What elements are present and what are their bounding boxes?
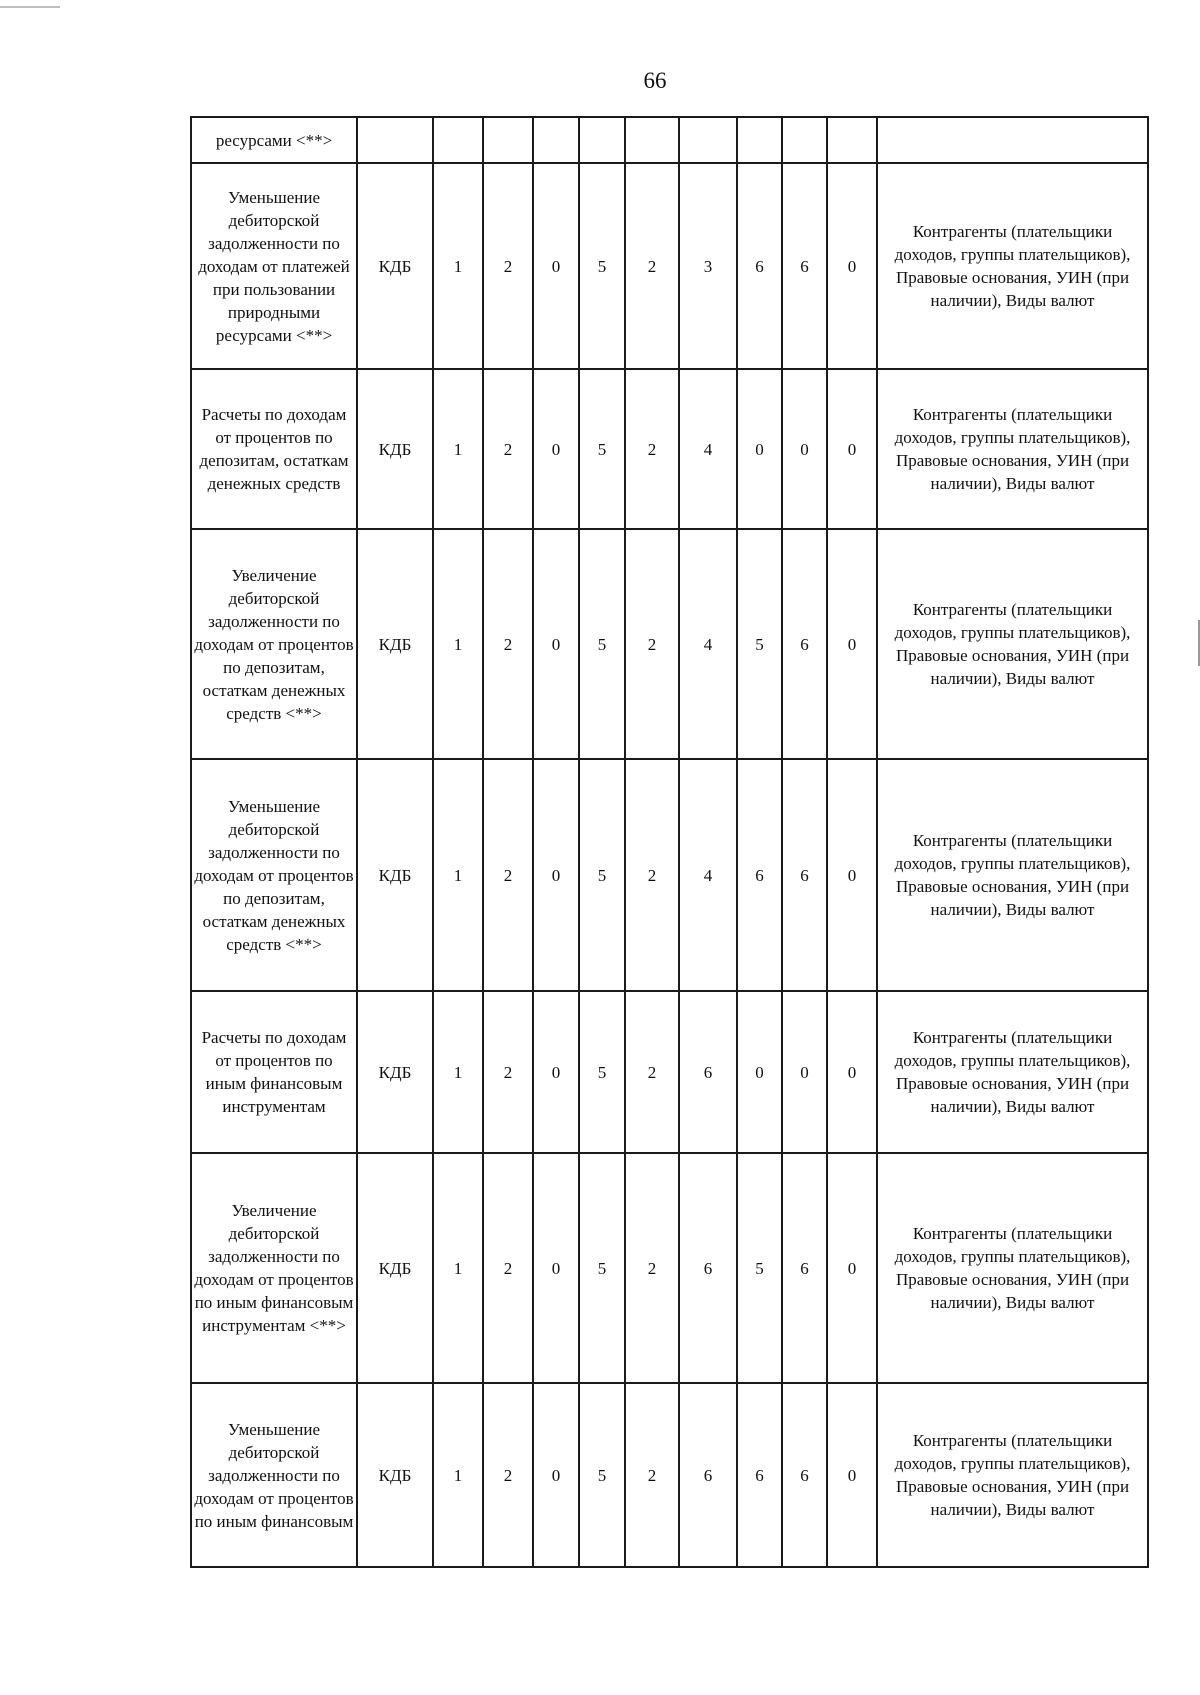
digit-cell: 6 bbox=[679, 1153, 737, 1383]
row-name-cell: Увеличение дебиторской задолженности по доходам от процентов по иным финансовым инструментам <**> bbox=[191, 1153, 357, 1383]
digit-cell bbox=[782, 117, 827, 163]
digit-cell: 1 bbox=[433, 1383, 483, 1567]
digit-cell: 0 bbox=[827, 991, 877, 1153]
digit-cell bbox=[827, 117, 877, 163]
digit-cell: 2 bbox=[625, 759, 679, 991]
digit-cell: 5 bbox=[579, 991, 625, 1153]
analytics-cell: Контрагенты (плательщики доходов, группы плательщиков), Правовые основания, УИН (при наличии), Виды валют bbox=[877, 163, 1148, 369]
digit-cell bbox=[533, 117, 579, 163]
digit-cell: 6 bbox=[679, 1383, 737, 1567]
digit-cell: 4 bbox=[679, 759, 737, 991]
digit-cell: 2 bbox=[483, 529, 533, 759]
digit-cell: 2 bbox=[625, 991, 679, 1153]
digit-cell: 4 bbox=[679, 369, 737, 529]
table-row bbox=[191, 529, 1148, 759]
analytics-cell: Контрагенты (плательщики доходов, группы плательщиков), Правовые основания, УИН (при наличии), Виды валют bbox=[877, 991, 1148, 1153]
digit-cell: 5 bbox=[579, 1383, 625, 1567]
digit-cell: 6 bbox=[782, 1153, 827, 1383]
digit-cell: 0 bbox=[827, 1153, 877, 1383]
page-number: 66 bbox=[643, 68, 667, 93]
digit-cell: 0 bbox=[533, 1153, 579, 1383]
table-row bbox=[191, 117, 1148, 163]
table-row bbox=[191, 163, 1148, 369]
digit-cell: 0 bbox=[827, 529, 877, 759]
digit-cell: 6 bbox=[782, 1383, 827, 1567]
code-cell: КДБ bbox=[357, 759, 433, 991]
digit-cell: 1 bbox=[433, 529, 483, 759]
code-cell: КДБ bbox=[357, 529, 433, 759]
digit-cell: 0 bbox=[533, 991, 579, 1153]
row-name-cell: ресурсами <**> bbox=[191, 117, 357, 163]
digit-cell bbox=[737, 117, 782, 163]
digit-cell: 2 bbox=[625, 1383, 679, 1567]
digit-cell: 4 bbox=[679, 529, 737, 759]
digit-cell: 6 bbox=[782, 529, 827, 759]
digit-cell: 6 bbox=[782, 163, 827, 369]
scan-edge-mark bbox=[0, 6, 60, 8]
digit-cell: 5 bbox=[737, 529, 782, 759]
digit-cell: 2 bbox=[483, 369, 533, 529]
digit-cell: 0 bbox=[827, 759, 877, 991]
accounts-table bbox=[190, 116, 1149, 1568]
digit-cell: 1 bbox=[433, 369, 483, 529]
digit-cell: 0 bbox=[737, 991, 782, 1153]
row-name-cell: Уменьшение дебиторской задолженности по доходам от процентов по иным финансовым bbox=[191, 1383, 357, 1567]
code-cell bbox=[357, 117, 433, 163]
analytics-cell bbox=[877, 117, 1148, 163]
digit-cell: 5 bbox=[579, 163, 625, 369]
digit-cell: 0 bbox=[533, 163, 579, 369]
digit-cell: 5 bbox=[579, 1153, 625, 1383]
digit-cell: 5 bbox=[579, 759, 625, 991]
code-cell: КДБ bbox=[357, 1383, 433, 1567]
digit-cell: 1 bbox=[433, 991, 483, 1153]
code-cell: КДБ bbox=[357, 991, 433, 1153]
digit-cell: 2 bbox=[625, 1153, 679, 1383]
analytics-cell: Контрагенты (плательщики доходов, группы плательщиков), Правовые основания, УИН (при наличии), Виды валют bbox=[877, 759, 1148, 991]
digit-cell: 3 bbox=[679, 163, 737, 369]
digit-cell: 2 bbox=[625, 529, 679, 759]
table-row bbox=[191, 1383, 1148, 1567]
code-cell: КДБ bbox=[357, 163, 433, 369]
digit-cell: 2 bbox=[483, 163, 533, 369]
digit-cell: 5 bbox=[737, 1153, 782, 1383]
digit-cell: 1 bbox=[433, 1153, 483, 1383]
digit-cell: 6 bbox=[737, 163, 782, 369]
row-name-cell: Уменьшение дебиторской задолженности по доходам от платежей при пользовании природными ресурсами <**> bbox=[191, 163, 357, 369]
table-row bbox=[191, 369, 1148, 529]
digit-cell: 2 bbox=[483, 1383, 533, 1567]
analytics-cell: Контрагенты (плательщики доходов, группы плательщиков), Правовые основания, УИН (при наличии), Виды валют bbox=[877, 1153, 1148, 1383]
digit-cell bbox=[433, 117, 483, 163]
digit-cell: 2 bbox=[483, 1153, 533, 1383]
digit-cell: 0 bbox=[827, 163, 877, 369]
digit-cell: 6 bbox=[737, 1383, 782, 1567]
analytics-cell: Контрагенты (плательщики доходов, группы плательщиков), Правовые основания, УИН (при наличии), Виды валют bbox=[877, 529, 1148, 759]
digit-cell: 0 bbox=[827, 1383, 877, 1567]
analytics-cell: Контрагенты (плательщики доходов, группы плательщиков), Правовые основания, УИН (при наличии), Виды валют bbox=[877, 369, 1148, 529]
digit-cell: 1 bbox=[433, 163, 483, 369]
table-row bbox=[191, 991, 1148, 1153]
digit-cell: 2 bbox=[483, 991, 533, 1153]
digit-cell: 0 bbox=[782, 369, 827, 529]
digit-cell: 0 bbox=[533, 529, 579, 759]
row-name-cell: Уменьшение дебиторской задолженности по доходам от процентов по депозитам, остаткам денежных средств <**> bbox=[191, 759, 357, 991]
digit-cell: 0 bbox=[737, 369, 782, 529]
row-name-cell: Расчеты по доходам от процентов по депозитам, остаткам денежных средств bbox=[191, 369, 357, 529]
analytics-cell: Контрагенты (плательщики доходов, группы плательщиков), Правовые основания, УИН (при наличии), Виды валют bbox=[877, 1383, 1148, 1567]
row-name-cell: Увеличение дебиторской задолженности по доходам от процентов по депозитам, остаткам денежных средств <**> bbox=[191, 529, 357, 759]
digit-cell: 2 bbox=[625, 369, 679, 529]
code-cell: КДБ bbox=[357, 1153, 433, 1383]
digit-cell: 0 bbox=[827, 369, 877, 529]
digit-cell: 6 bbox=[782, 759, 827, 991]
digit-cell: 0 bbox=[533, 759, 579, 991]
digit-cell: 6 bbox=[737, 759, 782, 991]
code-cell: КДБ bbox=[357, 369, 433, 529]
digit-cell: 0 bbox=[533, 1383, 579, 1567]
digit-cell bbox=[483, 117, 533, 163]
digit-cell: 1 bbox=[433, 759, 483, 991]
digit-cell: 2 bbox=[625, 163, 679, 369]
digit-cell: 5 bbox=[579, 529, 625, 759]
row-name-cell: Расчеты по доходам от процентов по иным финансовым инструментам bbox=[191, 991, 357, 1153]
digit-cell: 6 bbox=[679, 991, 737, 1153]
table-row bbox=[191, 759, 1148, 991]
digit-cell bbox=[579, 117, 625, 163]
digit-cell bbox=[679, 117, 737, 163]
digit-cell: 2 bbox=[483, 759, 533, 991]
digit-cell bbox=[625, 117, 679, 163]
digit-cell: 0 bbox=[533, 369, 579, 529]
digit-cell: 0 bbox=[782, 991, 827, 1153]
digit-cell: 5 bbox=[579, 369, 625, 529]
table-row bbox=[191, 1153, 1148, 1383]
